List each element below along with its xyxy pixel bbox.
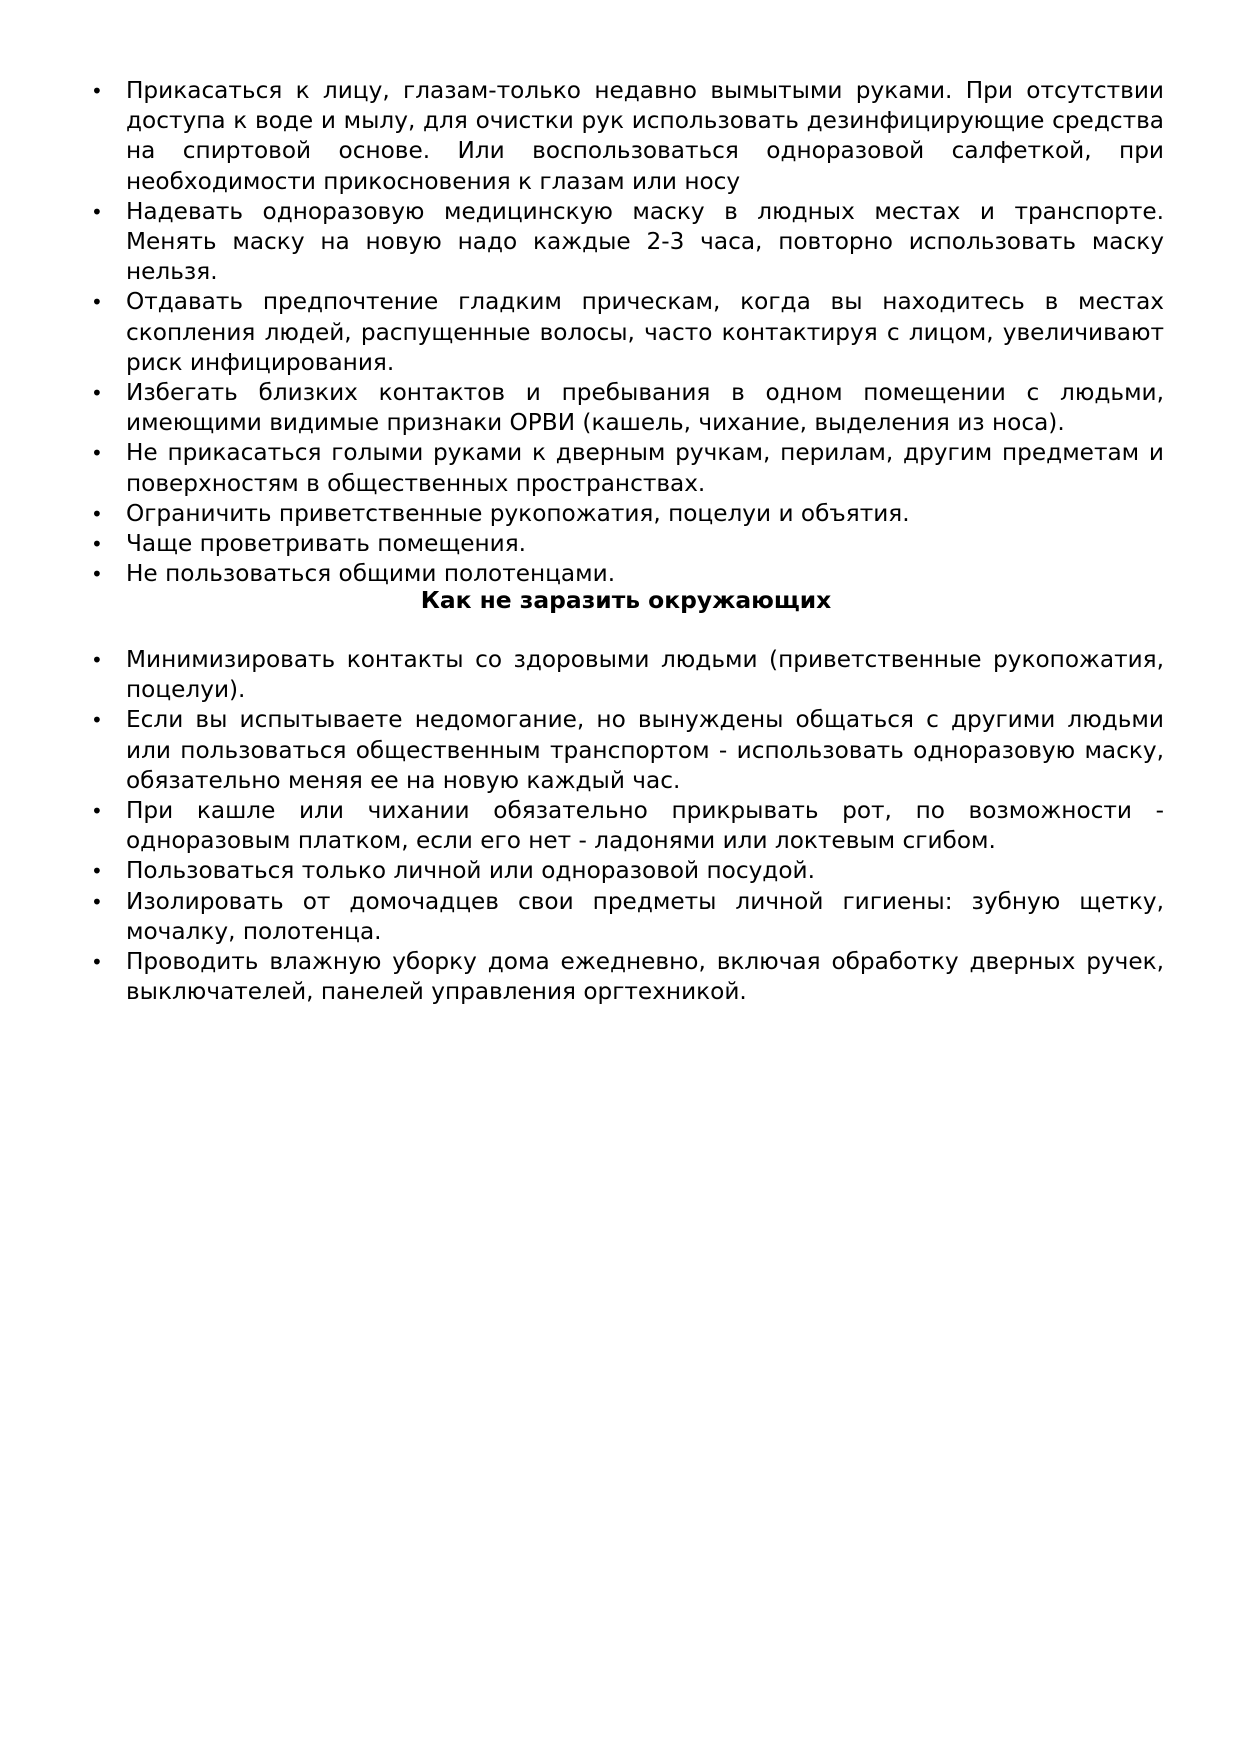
- list-item-text: Ограничить приветственные рукопожатия, поцелуи и объятия.: [126, 499, 910, 527]
- bullet-icon: •: [91, 708, 103, 733]
- list-item-text: Изолировать от домочадцев свои предметы личной гигиены: зубную щетку, мочалку, полотенца.: [126, 887, 1164, 945]
- protect-others-list: [88, 645, 1164, 1007]
- list-item-text: Минимизировать контакты со здоровыми людьми (приветственные рукопожатия, поцелуи).: [126, 646, 1164, 704]
- list-item: [88, 796, 1164, 856]
- list-item: [88, 197, 1164, 288]
- list-item-text: Избегать близких контактов и пребывания в одном помещении с людьми, имеющими видимые признаки ОРВИ (кашель, чихание, выделения из носа).: [126, 379, 1164, 437]
- list-item: [88, 856, 1164, 886]
- list-item: [88, 529, 1164, 559]
- list-item-text: Прикасаться к лицу, глазам-только недавно вымытыми руками. При отсутствии доступа к воде и мылу, для очистки рук использовать дезинфицирующие средства на спиртовой основе. Или воспользоваться одноразовой салфеткой, при необходимости прикосновения к глазам или носу: [126, 77, 1164, 195]
- bullet-icon: •: [91, 859, 103, 884]
- protect-others-section: [88, 645, 1164, 1007]
- list-item-text: Не прикасаться голыми руками к дверным ручкам, перилам, другим предметам и поверхностям в общественных пространствах.: [126, 439, 1164, 497]
- bullet-icon: •: [91, 889, 103, 914]
- list-item: [88, 378, 1164, 438]
- list-item-text: При кашле или чихании обязательно прикрывать рот, по возможности - одноразовым платком, если его нет - ладонями или локтевым сгибом.: [126, 797, 1164, 855]
- list-item: [88, 705, 1164, 796]
- bullet-icon: •: [91, 648, 103, 672]
- section-heading: Как не заразить окружающих: [420, 586, 832, 614]
- list-item-text: Если вы испытываете недомогание, но вынуждены общаться с другими людьми или пользоваться общественным транспортом - использовать одноразовую маску, обязательно меняя ее на новую каждый час.: [126, 706, 1164, 794]
- bullet-icon: •: [91, 950, 103, 975]
- list-item-text: Отдавать предпочтение гладким прическам, когда вы находитесь в местах скопления людей, распущенные волосы, часто контактируя с лицом, увеличивают риск инфицирования.: [126, 288, 1164, 376]
- list-item: [88, 887, 1164, 947]
- bullet-icon: •: [91, 381, 103, 406]
- bullet-icon: •: [91, 562, 103, 587]
- bullet-icon: •: [91, 199, 103, 224]
- prevention-list: [88, 76, 1164, 589]
- list-item: [88, 499, 1164, 529]
- list-item-text: Чаще проветривать помещения.: [126, 530, 527, 558]
- list-item: [88, 645, 1164, 705]
- list-item-text: Проводить влажную уборку дома ежедневно, включая обработку дверных ручек, выключателей, панелей управления оргтехникой.: [126, 948, 1164, 1006]
- list-item: [88, 438, 1164, 498]
- bullet-icon: •: [91, 441, 103, 466]
- list-item: [88, 287, 1164, 378]
- bullet-icon: •: [91, 501, 103, 526]
- list-item-text: Надевать одноразовую медицинскую маску в людных местах и транспорте. Менять маску на новую надо каждые 2-3 часа, повторно использовать маску нельзя.: [126, 197, 1164, 286]
- bullet-icon: •: [91, 290, 103, 315]
- bullet-icon: •: [91, 79, 103, 103]
- prevention-list-section: [88, 76, 1164, 589]
- list-item-text: Не пользоваться общими полотенцами.: [126, 560, 616, 588]
- list-item-text: Пользоваться только личной или одноразовой посудой.: [126, 857, 815, 885]
- bullet-icon: •: [91, 532, 103, 557]
- list-item: [88, 76, 1164, 197]
- list-item: [88, 947, 1164, 1007]
- bullet-icon: •: [91, 799, 103, 824]
